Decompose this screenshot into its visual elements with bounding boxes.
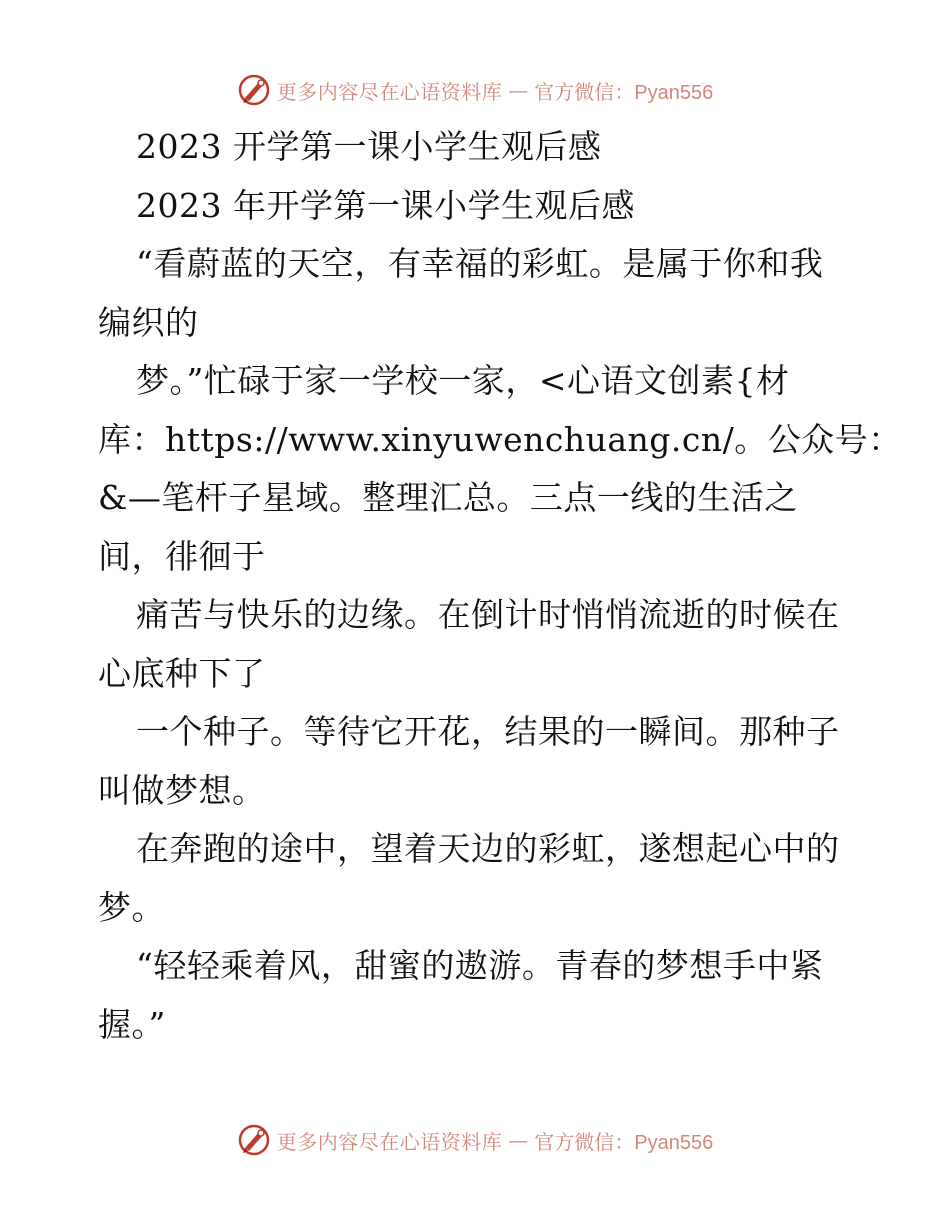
text-line: 痛苦与快乐的边缘。在倒计时悄悄流逝的时候在 [136,595,840,634]
text-line: 在奔跑的途中，望着天边的彩虹，遂想起心中的 [136,829,840,868]
header-banner [0,70,950,110]
text-line: 库：https://www.xinyuwenchuang.cn/。公众号： [98,419,902,459]
banner-separator: — [508,78,529,102]
banner-wechat: 官方微信：Pyan556 [534,1131,714,1154]
text-line: 叫做梦想。 [98,770,266,810]
pen-logo-icon [237,1123,271,1157]
text-line: &—笔杆子星域。整理汇总。三点一线的生活之 [98,478,798,517]
banner-title: 更多内容尽在心语资料库 [276,79,503,104]
text-line: 一个种子。等待它开花，结果的一瞬间。那种子 [136,712,840,751]
text-line: 握。” [98,1004,166,1044]
banner-title: 更多内容尽在心语资料库 [276,1129,503,1154]
text-line: 心底种下了 [98,653,266,693]
text-line: 梦。”忙碌于家一学校一家，<心语文创素{材 [136,361,790,400]
document-body [98,118,902,1054]
text-line: 2023 开学第一课小学生观后感 [136,127,602,166]
pen-logo-icon [237,73,271,107]
text-line: 梦。 [98,887,165,927]
banner-wechat: 官方微信：Pyan556 [534,81,714,104]
banner-separator: — [508,1128,529,1152]
text-line: 间，徘徊于 [98,536,266,576]
footer-banner [0,1120,950,1160]
text-line: “轻轻乘着风，甜蜜的遨游。青春的梦想手中紧 [136,946,824,985]
text-line: 2023 年开学第一课小学生观后感 [136,185,635,225]
text-line: 编织的 [98,302,199,342]
text-line: “看蔚蓝的天空，有幸福的彩虹。是属于你和我 [136,244,824,283]
